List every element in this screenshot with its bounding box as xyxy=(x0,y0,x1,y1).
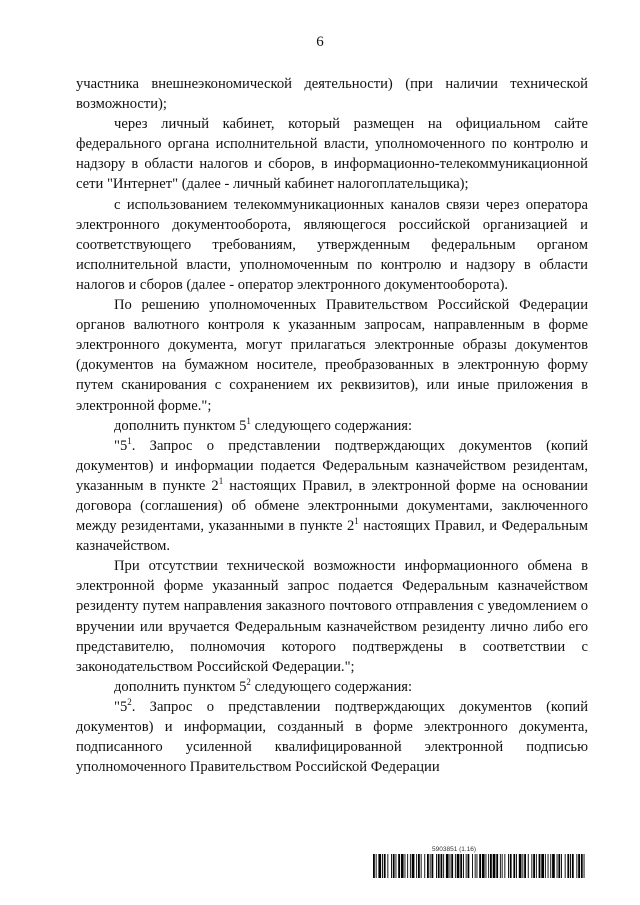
paragraph-clause-5-1 xyxy=(76,436,588,557)
paragraph: через личный кабинет, который размещен на официальном сайте федерального органа исполнительной власти, уполномоченного по контролю и надзору в области налогов и сборов, в информационно-телекоммуникационной сети "Интернет" (далее - личный кабинет налогоплательщика); xyxy=(76,116,588,193)
barcode-bar xyxy=(412,854,415,878)
amendment-text: дополнить пунктом 5 xyxy=(114,417,247,434)
barcode-bar xyxy=(391,854,392,878)
barcode-bar xyxy=(570,854,571,878)
paragraph: При отсутствии технической возможности информационного обмена в электронной форме указанный запрос подается Федеральным казначейством резиденту путем направления заказного почтового отправления с уведомлением о вручении или вручается Федеральным казначейством резиденту лично либо его представителю, полномочия которого подтверждены в соответствии с законодательством Российской Федерации."; xyxy=(76,558,588,675)
barcode-bar xyxy=(410,854,411,878)
barcode-bar xyxy=(541,854,544,878)
superscript: 2 xyxy=(127,697,132,708)
amendment-text: следующего содержания: xyxy=(250,678,413,695)
barcode-bar xyxy=(432,854,434,878)
barcode-bar xyxy=(557,854,558,878)
barcode-bar xyxy=(455,854,456,878)
clause-text: "5 xyxy=(114,437,128,454)
barcode-bar xyxy=(522,854,523,878)
superscript: 1 xyxy=(246,415,251,426)
barcode-bar xyxy=(539,854,541,878)
barcode-bar xyxy=(475,854,476,878)
superscript: 2 xyxy=(246,676,251,687)
paragraph-amendment-5-2 xyxy=(76,677,588,697)
barcode-bar xyxy=(513,854,515,878)
barcode-bar xyxy=(548,854,549,878)
superscript: 1 xyxy=(127,435,132,446)
paragraph: с использованием телекоммуникационных каналов связи через оператора электронного документооборота, являющегося российской организацией и соответствующего требованиям, утвержденным федеральным органом исполнительной власти, уполномоченным по контролю и надзору в области налогов и сборов (далее - оператор электронного документооборота). xyxy=(76,196,588,293)
barcode-bar xyxy=(584,854,585,878)
barcode-bar xyxy=(407,854,408,878)
barcode-bar xyxy=(398,854,400,878)
barcode-bar xyxy=(438,854,440,878)
barcode-bar xyxy=(500,854,501,878)
barcode-bar xyxy=(479,854,481,878)
page-number: 6 xyxy=(316,34,324,50)
barcode-bar xyxy=(424,854,425,878)
barcode-bar xyxy=(378,854,381,878)
barcode-bar xyxy=(382,854,383,878)
barcode-bar xyxy=(387,854,388,878)
barcode-bar xyxy=(463,854,464,878)
clause-text: настоящих Правил, в электронной форме на основании договора (соглашения) об обмене электронными документами, заключенного между резидентами, указанными в пункте 2 xyxy=(76,477,588,535)
barcode-bar xyxy=(486,854,487,878)
superscript: 1 xyxy=(354,516,359,527)
clause-text: . Запрос о представлении подтверждающих документов (копий документов) и информации, созданный в форме электронного документа, подписанного усиленной квалифицированной электронной подписью уполномоченного Правительством Российской Федерации xyxy=(76,698,588,776)
barcode-bar xyxy=(460,854,462,878)
barcode-bar xyxy=(561,854,562,878)
barcode-bar xyxy=(558,854,560,878)
clause-text: . Запрос о представлении подтверждающих документов (копий документов) и информации подается Федеральным казначейством резидентам, указанным в пункте 2 xyxy=(76,437,588,494)
barcode-bar xyxy=(441,854,443,878)
barcode-bar xyxy=(565,854,566,878)
clause-text: "5 xyxy=(114,698,128,715)
barcode-bar xyxy=(477,854,478,878)
clause-text: настоящих Правил, и Федеральным казначейством. xyxy=(76,518,588,555)
paragraph: По решению уполномоченных Правительством Российской Федерации органов валютного контроля к указанным запросам, направленным в форме электронного документа, могут прилагаться электронные образы документов (документов на бумажном носителе, преобразованных в электронную форму путем сканирования с сохранением их реквизитов), или иные приложения в электронной форме."; xyxy=(76,297,588,414)
barcode-bar xyxy=(533,854,535,878)
document-body xyxy=(76,74,588,777)
barcode-bar xyxy=(519,854,522,878)
barcode-bar xyxy=(572,854,574,878)
barcode-bar xyxy=(496,854,498,878)
barcode-bar xyxy=(427,854,429,878)
paragraph-clause-5-2 xyxy=(76,697,588,777)
barcode-bar xyxy=(418,854,420,878)
barcode-bar xyxy=(421,854,422,878)
barcode-bar xyxy=(531,854,532,878)
barcode-bar xyxy=(457,854,460,878)
barcode-bar xyxy=(468,854,470,878)
barcode-bar xyxy=(450,854,451,878)
amendment-text: следующего содержания: xyxy=(250,417,413,434)
barcode-bar xyxy=(376,854,377,878)
barcode-bar xyxy=(401,854,404,878)
barcode xyxy=(373,854,585,878)
barcode-bar xyxy=(510,854,512,878)
barcode-bar xyxy=(405,854,406,878)
barcode-bar xyxy=(493,854,496,878)
barcode-bar xyxy=(466,854,467,878)
barcode-bar xyxy=(567,854,569,878)
barcode-bar xyxy=(482,854,485,878)
document-code: 5903851 (1.16) xyxy=(432,846,477,853)
barcode-bar xyxy=(578,854,580,878)
barcode-bar xyxy=(502,854,503,878)
barcode-bar xyxy=(396,854,397,878)
paragraph: участника внешнеэкономической деятельности) (при наличии технической возможности); xyxy=(76,76,588,113)
paragraph-amendment-5-1 xyxy=(76,416,588,436)
superscript: 1 xyxy=(218,476,224,487)
amendment-text: дополнить пунктом 5 xyxy=(114,678,247,695)
barcode-bar xyxy=(528,854,529,878)
barcode-bar xyxy=(451,854,453,878)
barcode-bar xyxy=(504,854,505,878)
barcode-bar xyxy=(373,854,375,878)
barcode-bar xyxy=(516,854,517,878)
barcode-bar xyxy=(536,854,537,878)
barcode-bar xyxy=(430,854,431,878)
barcode-bar xyxy=(488,854,489,878)
barcode-bar xyxy=(576,854,577,878)
barcode-bar xyxy=(384,854,386,878)
barcode-bar xyxy=(443,854,444,878)
barcode-bar xyxy=(472,854,473,878)
barcode-bar xyxy=(446,854,449,878)
barcode-bar xyxy=(436,854,437,878)
barcode-bar xyxy=(550,854,551,878)
barcode-bar xyxy=(508,854,509,878)
barcode-bar xyxy=(490,854,492,878)
barcode-bar xyxy=(524,854,526,878)
barcode-bar xyxy=(393,854,395,878)
barcode-bar xyxy=(581,854,583,878)
barcode-bar xyxy=(545,854,546,878)
barcode-bar xyxy=(416,854,417,878)
barcode-bar xyxy=(552,854,555,878)
